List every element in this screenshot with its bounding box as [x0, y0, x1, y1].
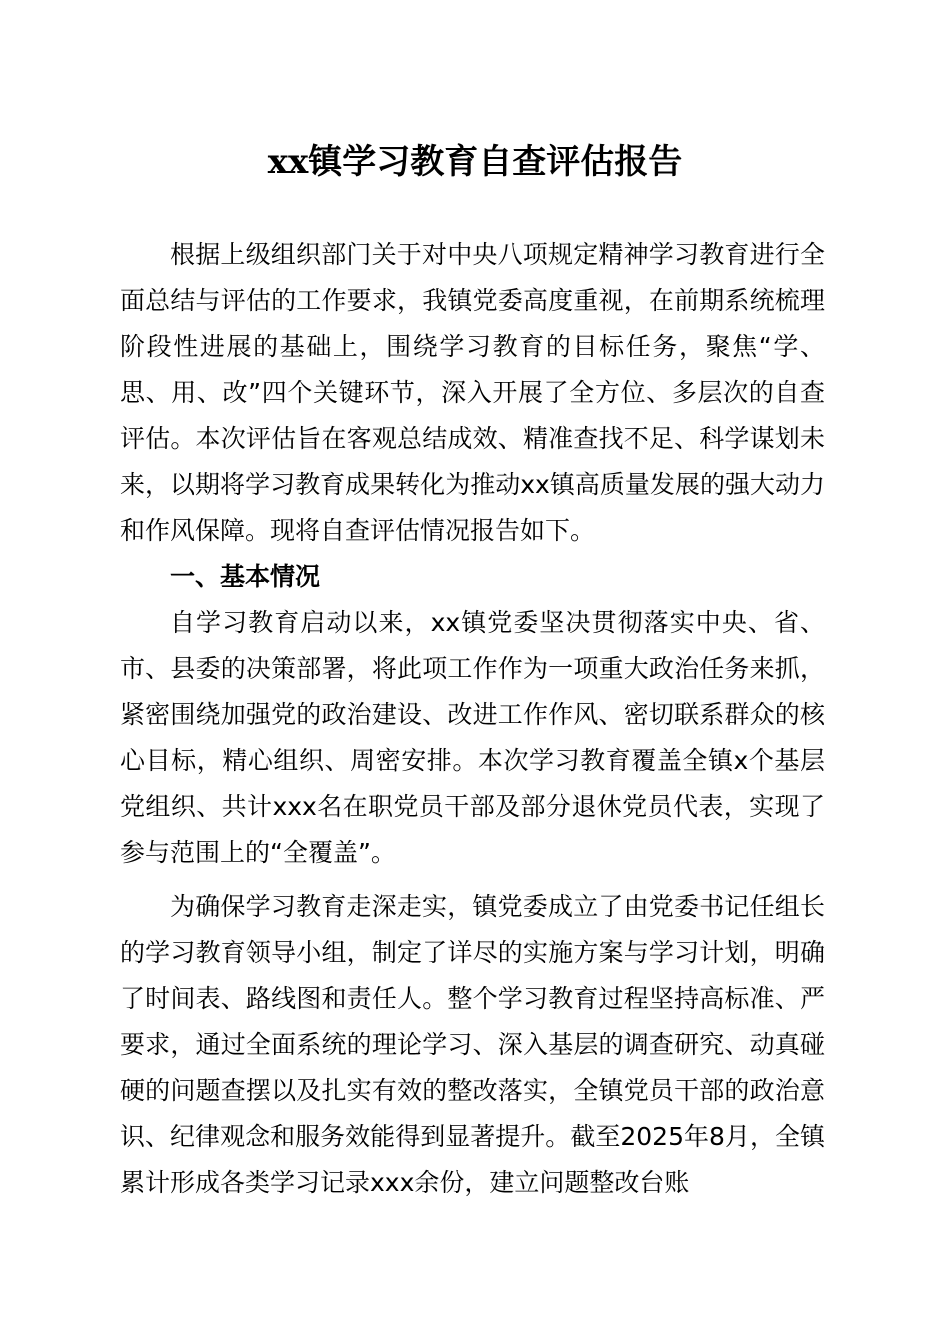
section-paragraph-2: 为确保学习教育走深走实，镇党委成立了由党委书记任组长的学习教育领导小组，制定了详尽的实施方案与学习计划，明确了时间表、路线图和责任人。整个学习教育过程坚持高标准、严要求，通过全面系统的理论学习、深入基层的调查研究、动真碰硬的问题查摆以及扎实有效的整改落实，全镇党员干部的政治意识、纪律观念和服务效能得到显著提升。截至2025年8月，全镇累计形成各类学习记录xxx余份，建立问题整改台账: [120, 892, 825, 1197]
intro-paragraph: 根据上级组织部门关于对中央八项规定精神学习教育进行全面总结与评估的工作要求，我镇党委高度重视，在前期系统梳理阶段性进展的基础上，围绕学习教育的目标任务，聚焦“学、思、用、改”四个关键环节，深入开展了全方位、多层次的自查评估。本次评估旨在客观总结成效、精准查找不足、科学谋划未来，以期将学习教育成果转化为推动xx镇高质量发展的强大动力和作风保障。现将自查评估情况报告如下。: [120, 240, 825, 545]
document-body: [120, 232, 825, 1206]
document-title: xx镇学习教育自查评估报告: [267, 142, 683, 182]
section-paragraph-1: 自学习教育启动以来，xx镇党委坚决贯彻落实中央、省、市、县委的决策部署，将此项工作作为一项重大政治任务来抓，紧密围绕加强党的政治建设、改进工作作风、密切联系群众的核心目标，精心组织、周密安排。本次学习教育覆盖全镇x个基层党组织、共计xxx名在职党员干部及部分退休党员代表，实现了参与范围上的“全覆盖”。: [120, 608, 825, 867]
paragraph-gap: [120, 876, 825, 884]
section-heading: 一、基本情况: [170, 562, 321, 591]
